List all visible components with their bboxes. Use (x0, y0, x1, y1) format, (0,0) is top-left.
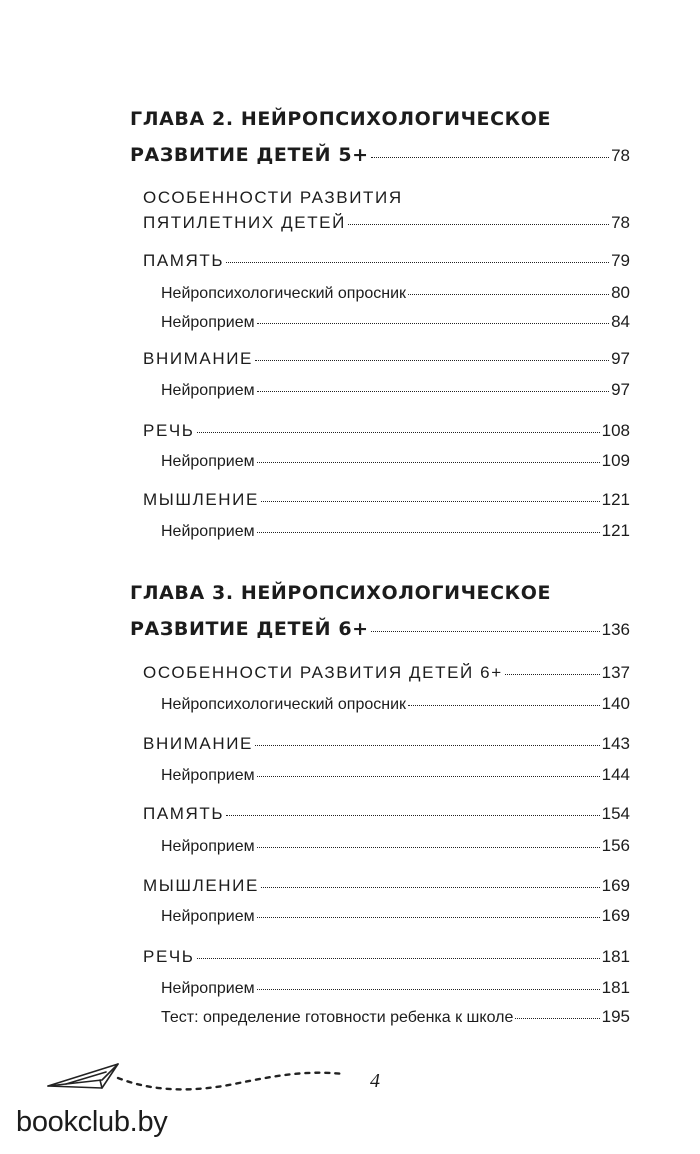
chapter-2-entry[interactable] (130, 146, 630, 165)
dot-leader (348, 224, 609, 225)
toc-entry[interactable] (143, 491, 630, 508)
dot-leader (226, 815, 599, 816)
dot-leader (197, 432, 600, 433)
chapter-2-title-line2: РАЗВИТИЕ ДЕТЕЙ 5+ (130, 144, 369, 166)
section-label: ПАМЯТЬ (143, 251, 225, 270)
page-number: 79 (611, 251, 630, 270)
subsection-label: Нейроприем (161, 314, 255, 331)
toc-subentry[interactable] (161, 837, 630, 855)
page-number: 108 (601, 421, 630, 440)
dot-leader (261, 887, 600, 888)
toc-subentry[interactable] (161, 979, 630, 997)
toc-entry[interactable] (143, 252, 630, 269)
dot-leader (197, 958, 600, 959)
chapter-3-title-line2: РАЗВИТИЕ ДЕТЕЙ 6+ (130, 618, 369, 640)
toc-subentry[interactable] (161, 284, 630, 302)
toc-entry[interactable] (143, 735, 630, 752)
toc-subentry[interactable] (161, 452, 630, 470)
page-number: 84 (611, 312, 630, 331)
dot-leader (257, 776, 600, 777)
dot-leader (255, 745, 600, 746)
section-label: МЫШЛЕНИЕ (143, 876, 259, 895)
dot-leader (408, 294, 609, 295)
toc-subentry[interactable] (161, 1008, 630, 1026)
page-number: 97 (611, 349, 630, 368)
watermark: bookclub.by (16, 1106, 168, 1138)
toc-entry[interactable] (143, 350, 630, 367)
section-label: МЫШЛЕНИЕ (143, 490, 259, 509)
dot-leader (261, 501, 600, 502)
toc-entry[interactable] (143, 422, 630, 439)
toc-entry[interactable] (143, 664, 630, 681)
toc-subentry[interactable] (161, 907, 630, 925)
dot-leader (255, 360, 609, 361)
page-number: 121 (601, 521, 630, 540)
page-number: 169 (601, 906, 630, 925)
dot-leader (257, 847, 600, 848)
toc-subentry[interactable] (161, 766, 630, 784)
dot-leader (257, 989, 600, 990)
toc-subentry[interactable] (161, 695, 630, 713)
page-number: 78 (611, 213, 630, 232)
dot-leader (257, 532, 600, 533)
page-number: 78 (611, 146, 630, 165)
subsection-label: Нейроприем (161, 767, 255, 784)
page-number: 154 (601, 804, 630, 823)
dot-leader (257, 323, 609, 324)
subsection-label: Нейропсихологический опросник (161, 285, 407, 302)
page-number: 195 (601, 1007, 630, 1026)
page-number: 109 (601, 451, 630, 470)
page-number: 181 (601, 978, 630, 997)
subsection-label: Нейроприем (161, 980, 255, 997)
section-label: ВНИМАНИЕ (143, 734, 253, 753)
page-number: 137 (601, 663, 630, 682)
dot-leader (257, 462, 600, 463)
page-number: 121 (601, 490, 630, 509)
chapter-2-title-line1: ГЛАВА 2. НЕЙРОПСИХОЛОГИЧЕСКОЕ (130, 108, 552, 130)
dot-leader (505, 674, 600, 675)
subsection-label: Нейроприем (161, 838, 255, 855)
section-label: ОСОБЕННОСТИ РАЗВИТИЯ ДЕТЕЙ 6+ (143, 663, 503, 682)
subsection-label: Нейроприем (161, 523, 255, 540)
page-number: 156 (601, 836, 630, 855)
subsection-label: Нейроприем (161, 382, 255, 399)
page-number: 181 (601, 947, 630, 966)
section-label: ВНИМАНИЕ (143, 349, 253, 368)
subsection-label: Нейроприем (161, 453, 255, 470)
dot-leader (257, 391, 609, 392)
page-number: 97 (611, 380, 630, 399)
paper-plane-icon (44, 1058, 354, 1098)
toc-entry[interactable] (143, 214, 630, 231)
toc-entry[interactable] (143, 948, 630, 965)
dot-leader (226, 262, 609, 263)
chapter-3-title-line1: ГЛАВА 3. НЕЙРОПСИХОЛОГИЧЕСКОЕ (130, 582, 552, 604)
subsection-label: Тест: определение готовности ребенка к школе (161, 1009, 514, 1026)
dot-leader (408, 705, 600, 706)
section-label: РЕЧЬ (143, 947, 195, 966)
dot-leader (371, 157, 609, 158)
section-label: ПЯТИЛЕТНИХ ДЕТЕЙ (143, 213, 346, 232)
section-title-line1: ОСОБЕННОСТИ РАЗВИТИЯ (143, 188, 403, 207)
toc-entry[interactable] (143, 805, 630, 822)
subsection-label: Нейроприем (161, 908, 255, 925)
chapter-3-entry[interactable] (130, 620, 630, 639)
page-number: 144 (601, 765, 630, 784)
subsection-label: Нейропсихологический опросник (161, 696, 407, 713)
toc-subentry[interactable] (161, 381, 630, 399)
toc-subentry[interactable] (161, 313, 630, 331)
dotted-flight-path (118, 1073, 344, 1090)
dot-leader (371, 631, 600, 632)
dot-leader (515, 1018, 599, 1019)
toc-entry[interactable] (143, 877, 630, 894)
page-number: 169 (601, 876, 630, 895)
section-label: ПАМЯТЬ (143, 804, 225, 823)
page-number: 136 (601, 620, 630, 639)
page-number: 143 (601, 734, 630, 753)
section-label: РЕЧЬ (143, 421, 195, 440)
dot-leader (257, 917, 600, 918)
toc-subentry[interactable] (161, 522, 630, 540)
page-number: 80 (611, 283, 630, 302)
page-number-footer: 4 (370, 1070, 380, 1092)
page-number: 140 (601, 694, 630, 713)
